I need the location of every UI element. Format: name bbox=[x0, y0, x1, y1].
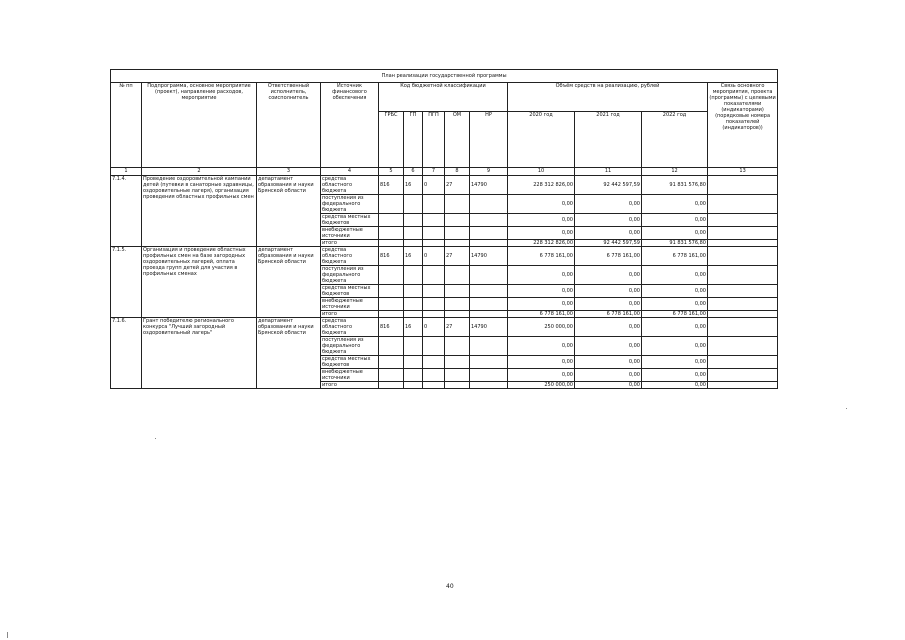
header-responsible: Ответственный исполнитель, соисполнитель bbox=[257, 83, 321, 168]
header-program: Подпрограмма, основное мероприятие (проект), направление расходов, мероприятие bbox=[142, 83, 257, 168]
amount-2020: 228 312 826,00 bbox=[508, 176, 575, 195]
column-number: 9 bbox=[470, 168, 508, 176]
code-om bbox=[445, 214, 470, 227]
code-nr bbox=[470, 214, 508, 227]
amount-2020: 0,00 bbox=[508, 214, 575, 227]
column-number: 2 bbox=[142, 168, 257, 176]
code-gp bbox=[404, 227, 423, 240]
amount-2021: 0,00 bbox=[575, 356, 642, 369]
code-om: 27 bbox=[445, 176, 470, 195]
header-row bbox=[111, 83, 778, 112]
code-nr: 14790 bbox=[470, 318, 508, 337]
indicator-link bbox=[708, 176, 778, 195]
code-om bbox=[445, 382, 470, 389]
amount-2022: 6 778 161,00 bbox=[642, 247, 708, 266]
code-nr bbox=[470, 227, 508, 240]
code-nr: 14790 bbox=[470, 176, 508, 195]
code-grbs: 816 bbox=[379, 247, 404, 266]
item-name: Грант победителю регионального конкурса "Лучший загородный оздоровительный лагерь" bbox=[142, 318, 257, 389]
amount-2021: 92 442 597,59 bbox=[575, 240, 642, 247]
scan-dot bbox=[155, 438, 156, 439]
amount-2020: 0,00 bbox=[508, 298, 575, 311]
code-nr bbox=[470, 382, 508, 389]
indicator-link bbox=[708, 240, 778, 247]
code-grbs bbox=[379, 195, 404, 214]
code-grbs bbox=[379, 356, 404, 369]
code-om bbox=[445, 311, 470, 318]
funding-row bbox=[111, 318, 778, 337]
header-source: Источник финансового обеспечения bbox=[321, 83, 379, 168]
amount-2021: 0,00 bbox=[575, 298, 642, 311]
funding-source: средства областного бюджета bbox=[321, 247, 379, 266]
funding-source: средства областного бюджета bbox=[321, 176, 379, 195]
code-gp bbox=[404, 311, 423, 318]
column-number: 7 bbox=[423, 168, 445, 176]
amount-2020: 0,00 bbox=[508, 356, 575, 369]
code-om bbox=[445, 369, 470, 382]
table-title: План реализации государственной программы bbox=[111, 70, 778, 83]
code-pgp bbox=[423, 266, 445, 285]
column-number: 12 bbox=[642, 168, 708, 176]
code-pgp bbox=[423, 369, 445, 382]
amount-2022: 0,00 bbox=[642, 318, 708, 337]
amount-2021: 6 778 161,00 bbox=[575, 311, 642, 318]
code-om bbox=[445, 356, 470, 369]
amount-2022: 0,00 bbox=[642, 356, 708, 369]
code-gp bbox=[404, 195, 423, 214]
code-pgp: 0 bbox=[423, 247, 445, 266]
funding-source: внебюджетные источники bbox=[321, 369, 379, 382]
funding-source: поступления из федерального бюджета bbox=[321, 266, 379, 285]
code-grbs bbox=[379, 266, 404, 285]
code-om bbox=[445, 240, 470, 247]
amount-2020: 6 778 161,00 bbox=[508, 247, 575, 266]
amount-2020: 0,00 bbox=[508, 266, 575, 285]
code-gp: 16 bbox=[404, 247, 423, 266]
funding-source: итого bbox=[321, 311, 379, 318]
amount-2020: 0,00 bbox=[508, 369, 575, 382]
code-gp bbox=[404, 356, 423, 369]
code-gp bbox=[404, 266, 423, 285]
amount-2021: 0,00 bbox=[575, 285, 642, 298]
code-grbs bbox=[379, 311, 404, 318]
code-nr bbox=[470, 337, 508, 356]
indicator-link bbox=[708, 318, 778, 337]
indicator-link bbox=[708, 195, 778, 214]
code-grbs bbox=[379, 337, 404, 356]
funding-source: внебюджетные источники bbox=[321, 227, 379, 240]
page-number: 40 bbox=[446, 583, 454, 590]
item-number: 7.1.5. bbox=[111, 247, 142, 318]
plan-table bbox=[110, 69, 778, 389]
amount-2021: 0,00 bbox=[575, 227, 642, 240]
column-number-row bbox=[111, 168, 778, 176]
item-number: 7.1.6. bbox=[111, 318, 142, 389]
code-pgp bbox=[423, 227, 445, 240]
subheader-om: ОМ bbox=[445, 112, 470, 168]
amount-2020: 250 000,00 bbox=[508, 318, 575, 337]
funding-source: средства местных бюджетов bbox=[321, 214, 379, 227]
amount-2020: 6 778 161,00 bbox=[508, 311, 575, 318]
code-grbs bbox=[379, 227, 404, 240]
amount-2022: 91 831 576,80 bbox=[642, 240, 708, 247]
amount-2021: 0,00 bbox=[575, 369, 642, 382]
amount-2021: 0,00 bbox=[575, 195, 642, 214]
subheader-2021: 2021 год bbox=[575, 112, 642, 168]
code-pgp bbox=[423, 214, 445, 227]
amount-2022: 0,00 bbox=[642, 195, 708, 214]
indicator-link bbox=[708, 298, 778, 311]
code-pgp bbox=[423, 298, 445, 311]
code-nr bbox=[470, 285, 508, 298]
code-pgp bbox=[423, 382, 445, 389]
item-name: Организация и проведение областных профильных смен на базе загородных оздоровительных лагерей, оплата проезда групп детей для участия в профильных сменах bbox=[142, 247, 257, 318]
code-nr: 14790 bbox=[470, 247, 508, 266]
code-gp bbox=[404, 214, 423, 227]
code-om bbox=[445, 337, 470, 356]
code-nr bbox=[470, 356, 508, 369]
amount-2022: 0,00 bbox=[642, 214, 708, 227]
code-nr bbox=[470, 311, 508, 318]
scan-mark bbox=[7, 632, 8, 638]
indicator-link bbox=[708, 227, 778, 240]
indicator-link bbox=[708, 311, 778, 318]
amount-2022: 0,00 bbox=[642, 285, 708, 298]
indicator-link bbox=[708, 382, 778, 389]
indicator-link bbox=[708, 369, 778, 382]
amount-2022: 0,00 bbox=[642, 337, 708, 356]
amount-2021: 0,00 bbox=[575, 337, 642, 356]
code-pgp: 0 bbox=[423, 318, 445, 337]
funding-source: средства областного бюджета bbox=[321, 318, 379, 337]
code-om bbox=[445, 195, 470, 214]
subheader-grbs: ГРБС bbox=[379, 112, 404, 168]
code-gp bbox=[404, 285, 423, 298]
code-om bbox=[445, 298, 470, 311]
funding-row bbox=[111, 247, 778, 266]
subheader-2020: 2020 год bbox=[508, 112, 575, 168]
header-volume: Объём средств на реализацию, рублей bbox=[508, 83, 708, 112]
funding-source: итого bbox=[321, 240, 379, 247]
amount-2020: 0,00 bbox=[508, 195, 575, 214]
header-budget-code: Код бюджетной классификации bbox=[379, 83, 508, 112]
funding-source: итого bbox=[321, 382, 379, 389]
code-gp bbox=[404, 337, 423, 356]
amount-2021: 0,00 bbox=[575, 318, 642, 337]
amount-2020: 0,00 bbox=[508, 285, 575, 298]
code-grbs bbox=[379, 382, 404, 389]
code-grbs bbox=[379, 369, 404, 382]
code-gp bbox=[404, 240, 423, 247]
item-responsible: департамент образования и науки Брянской области bbox=[257, 318, 321, 389]
amount-2020: 0,00 bbox=[508, 337, 575, 356]
amount-2021: 0,00 bbox=[575, 266, 642, 285]
amount-2021: 0,00 bbox=[575, 214, 642, 227]
item-responsible: департамент образования и науки Брянской области bbox=[257, 247, 321, 318]
amount-2021: 0,00 bbox=[575, 382, 642, 389]
funding-source: внебюджетные источники bbox=[321, 298, 379, 311]
code-pgp bbox=[423, 240, 445, 247]
amount-2022: 6 778 161,00 bbox=[642, 311, 708, 318]
code-nr bbox=[470, 369, 508, 382]
code-om: 27 bbox=[445, 247, 470, 266]
subheader-2022: 2022 год bbox=[642, 112, 708, 168]
header-num: № пп bbox=[111, 83, 142, 168]
header-link: Связь основного мероприятия, проекта (программы) с целевыми показателями (индикаторами) (порядковые номера показателей (индикаторов)) bbox=[708, 83, 778, 168]
column-number: 11 bbox=[575, 168, 642, 176]
subheader-nr: НР bbox=[470, 112, 508, 168]
item-name: Проведение оздоровительной кампании детей (путевки в санаторные здравницы, оздоровительные лагеря), организация проведения областных профильных смен bbox=[142, 176, 257, 247]
code-pgp bbox=[423, 311, 445, 318]
indicator-link bbox=[708, 356, 778, 369]
code-om: 27 bbox=[445, 318, 470, 337]
code-pgp bbox=[423, 356, 445, 369]
code-pgp bbox=[423, 285, 445, 298]
code-pgp bbox=[423, 337, 445, 356]
column-number: 4 bbox=[321, 168, 379, 176]
indicator-link bbox=[708, 247, 778, 266]
code-gp bbox=[404, 382, 423, 389]
item-responsible: департамент образования и науки Брянской области bbox=[257, 176, 321, 247]
scan-dot bbox=[846, 408, 847, 409]
code-om bbox=[445, 266, 470, 285]
subheader-gp: ГП bbox=[404, 112, 423, 168]
funding-source: поступления из федерального бюджета bbox=[321, 195, 379, 214]
amount-2020: 228 312 826,00 bbox=[508, 240, 575, 247]
code-nr bbox=[470, 266, 508, 285]
code-om bbox=[445, 285, 470, 298]
code-gp bbox=[404, 298, 423, 311]
code-grbs: 816 bbox=[379, 176, 404, 195]
amount-2022: 0,00 bbox=[642, 227, 708, 240]
code-grbs bbox=[379, 240, 404, 247]
subheader-pgp: ПГП bbox=[423, 112, 445, 168]
code-grbs: 816 bbox=[379, 318, 404, 337]
indicator-link bbox=[708, 337, 778, 356]
amount-2022: 0,00 bbox=[642, 369, 708, 382]
code-grbs bbox=[379, 298, 404, 311]
code-om bbox=[445, 227, 470, 240]
title-row bbox=[111, 70, 778, 83]
item-number: 7.1.4. bbox=[111, 176, 142, 247]
column-number: 5 bbox=[379, 168, 404, 176]
column-number: 6 bbox=[404, 168, 423, 176]
amount-2021: 92 442 597,59 bbox=[575, 176, 642, 195]
amount-2022: 0,00 bbox=[642, 298, 708, 311]
amount-2022: 91 831 576,80 bbox=[642, 176, 708, 195]
funding-row bbox=[111, 176, 778, 195]
column-number: 3 bbox=[257, 168, 321, 176]
column-number: 1 bbox=[111, 168, 142, 176]
column-number: 13 bbox=[708, 168, 778, 176]
code-pgp bbox=[423, 195, 445, 214]
amount-2022: 0,00 bbox=[642, 266, 708, 285]
indicator-link bbox=[708, 285, 778, 298]
code-grbs bbox=[379, 214, 404, 227]
funding-source: средства местных бюджетов bbox=[321, 356, 379, 369]
funding-source: средства местных бюджетов bbox=[321, 285, 379, 298]
amount-2021: 6 778 161,00 bbox=[575, 247, 642, 266]
column-number: 8 bbox=[445, 168, 470, 176]
amount-2022: 0,00 bbox=[642, 382, 708, 389]
funding-source: поступления из федерального бюджета bbox=[321, 337, 379, 356]
column-number: 10 bbox=[508, 168, 575, 176]
code-gp: 16 bbox=[404, 176, 423, 195]
code-gp bbox=[404, 369, 423, 382]
code-grbs bbox=[379, 285, 404, 298]
indicator-link bbox=[708, 214, 778, 227]
amount-2020: 0,00 bbox=[508, 227, 575, 240]
code-nr bbox=[470, 298, 508, 311]
code-pgp: 0 bbox=[423, 176, 445, 195]
code-gp: 16 bbox=[404, 318, 423, 337]
indicator-link bbox=[708, 266, 778, 285]
amount-2020: 250 000,00 bbox=[508, 382, 575, 389]
code-nr bbox=[470, 195, 508, 214]
code-nr bbox=[470, 240, 508, 247]
